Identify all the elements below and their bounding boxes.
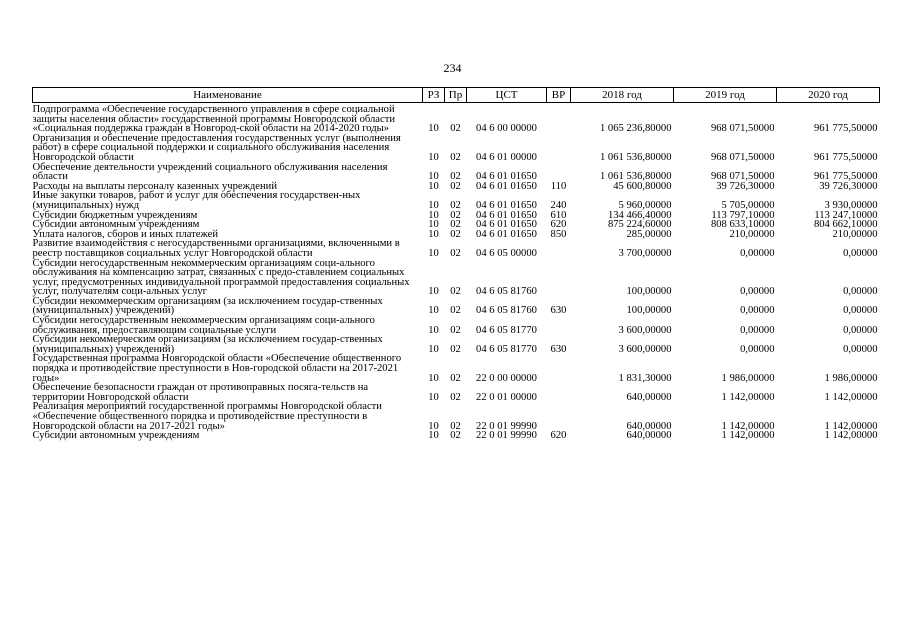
cell-pr: 02 [450, 151, 461, 163]
cell-vr [547, 402, 571, 431]
cell-2020: 0,00000 [843, 286, 878, 298]
cell-cst: 04 6 01 01650 [476, 228, 537, 240]
cell-pr: 02 [450, 199, 461, 211]
cell-2018: 640,00000 [626, 391, 672, 403]
cell-2018: 3 600,00000 [618, 343, 672, 355]
cell-2020: 39 726,30000 [819, 180, 878, 192]
cell-rz: 10 [428, 391, 439, 403]
cell-rz: 10 [428, 305, 439, 317]
cell-name: Обеспечение безопасности граждан от противоправных посяга-тельств на территории Новгородской области [32, 382, 369, 403]
cell-vr [547, 103, 571, 134]
cell-name: Субсидии негосударственным некоммерческим организациям соци-ального обслуживания на компенсацию затрат, связанных с предо-ставлением социальных услуг, предусмотренных индивидуальной программой предоставления социальных услуг, получателям соци-альных услуг [32, 257, 410, 298]
cell-rz: 10 [428, 286, 439, 298]
header-row [33, 88, 880, 103]
cell-2019: 210,00000 [729, 228, 775, 240]
cell-2019: 0,00000 [740, 247, 775, 259]
cell-2019: 0,00000 [740, 286, 775, 298]
cell-name: Развитие взаимодействия с негосударственными организациями, включенными в реестр поставщиков социальных услуг Новгородской области [32, 238, 400, 259]
cell-2018: 1 065 236,80000 [599, 123, 672, 135]
table-row [33, 239, 880, 258]
cell-2020: 961 775,50000 [813, 151, 878, 163]
cell-vr: 610 [550, 209, 567, 221]
cell-2020: 1 986,00000 [824, 372, 878, 384]
table-row [33, 163, 880, 182]
cell-pr: 02 [450, 171, 461, 183]
cell-2019: 808 633,10000 [710, 219, 775, 231]
cell-rz: 10 [428, 123, 439, 135]
table-row [33, 316, 880, 335]
cell-cst: 04 6 00 00000 [476, 123, 537, 135]
cell-name: Субсидии автономным учреждениям [32, 430, 200, 442]
cell-2020: 1 142,00000 [824, 391, 878, 403]
cell-vr: 110 [550, 180, 567, 192]
cell-rz: 10 [428, 219, 439, 231]
cell-cst: 04 6 05 81760 [476, 286, 537, 298]
cell-2020: 210,00000 [832, 228, 878, 240]
cell-rz: 10 [428, 343, 439, 355]
header-rz: РЗ [423, 88, 445, 103]
cell-name: Иные закупки товаров, работ и услуг для обеспечения государствен-ных (муниципальных) нужд [32, 190, 361, 211]
cell-2019: 1 142,00000 [721, 391, 775, 403]
cell-2019: 113 797,10000 [711, 209, 775, 221]
cell-2019: 0,00000 [740, 305, 775, 317]
table-row [33, 431, 880, 441]
header-2019: 2019 год [674, 88, 777, 103]
cell-2018: 100,00000 [626, 286, 672, 298]
cell-2018: 5 960,00000 [618, 199, 672, 211]
table-row [33, 402, 880, 431]
cell-2018: 134 466,40000 [607, 209, 672, 221]
cell-2019: 1 142,00000 [721, 420, 775, 432]
cell-cst: 04 6 01 01650 [476, 199, 537, 211]
cell-vr: 630 [550, 343, 567, 355]
cell-2020: 804 662,10000 [813, 219, 878, 231]
cell-name: Субсидии бюджетным учреждениям [32, 209, 198, 221]
cell-2019: 1 142,00000 [721, 430, 775, 442]
cell-rz: 10 [428, 324, 439, 336]
cell-vr [547, 354, 571, 383]
cell-pr: 02 [450, 305, 461, 317]
table-row [33, 335, 880, 354]
cell-name: Подпрограмма «Обеспечение государственного управления в сфере социальной защиты населения области» государственной программы Новгородской области «Социальная поддержка граждан в Новгород-ской области на 2014-2020 годы» [32, 104, 395, 135]
cell-2018: 640,00000 [626, 430, 672, 442]
cell-name: Организация и обеспечение предоставления государственных услуг (выполнения работ) в сфере социальной поддержки и социального обслуживания населения Новгородской области [32, 132, 401, 163]
cell-2020: 0,00000 [843, 343, 878, 355]
cell-cst: 04 6 01 01650 [476, 180, 537, 192]
cell-rz: 10 [428, 180, 439, 192]
table-row [33, 191, 880, 210]
cell-2019: 0,00000 [740, 324, 775, 336]
cell-2019: 968 071,50000 [710, 123, 775, 135]
cell-rz: 10 [428, 247, 439, 259]
cell-pr: 02 [450, 123, 461, 135]
table-row [33, 297, 880, 316]
cell-pr: 02 [450, 324, 461, 336]
cell-vr [547, 259, 571, 297]
cell-cst: 04 6 05 81770 [476, 324, 537, 336]
cell-vr: 240 [550, 199, 567, 211]
cell-pr: 02 [450, 286, 461, 298]
cell-2019: 0,00000 [740, 343, 775, 355]
cell-pr: 02 [450, 209, 461, 221]
cell-2018: 1 061 536,80000 [599, 171, 672, 183]
cell-name: Обеспечение деятельности учреждений социального обслуживания населения области [32, 161, 388, 183]
cell-rz: 10 [428, 151, 439, 163]
cell-2020: 961 775,50000 [813, 171, 878, 183]
header-vr: ВР [547, 88, 571, 103]
cell-name: Государственная программа Новгородской области «Обеспечение общественного порядка и противодействие преступности в Нов-городской области на 2017-2021 годы» [32, 353, 402, 384]
table-row [33, 354, 880, 383]
cell-cst: 04 6 05 00000 [476, 247, 537, 259]
cell-2020: 1 142,00000 [824, 430, 878, 442]
cell-2018: 875 224,60000 [607, 219, 672, 231]
cell-cst: 04 6 01 00000 [476, 151, 537, 163]
cell-pr: 02 [450, 247, 461, 259]
cell-pr: 02 [450, 372, 461, 384]
cell-vr [547, 383, 571, 402]
header-pr: Пр [445, 88, 467, 103]
cell-2019: 5 705,00000 [721, 199, 775, 211]
cell-2019: 1 986,00000 [721, 372, 775, 384]
cell-pr: 02 [450, 420, 461, 432]
cell-2020: 0,00000 [843, 247, 878, 259]
cell-2018: 3 700,00000 [618, 247, 672, 259]
cell-vr: 850 [550, 228, 567, 240]
cell-2018: 100,00000 [626, 305, 672, 317]
cell-rz: 10 [428, 430, 439, 442]
cell-2020: 961 775,50000 [813, 123, 878, 135]
cell-rz: 10 [428, 228, 439, 240]
cell-2020: 3 930,00000 [824, 199, 878, 211]
cell-name: Субсидии негосударственным некоммерческим организациям соци-ального обслуживания, предоставляющим социальные услуги [32, 315, 375, 336]
cell-vr: 630 [550, 305, 567, 317]
cell-pr: 02 [450, 430, 461, 442]
cell-vr: 620 [550, 219, 567, 231]
cell-cst: 04 6 01 01650 [476, 209, 537, 221]
cell-2020: 0,00000 [843, 305, 878, 317]
cell-rz: 10 [428, 209, 439, 221]
table-row [33, 259, 880, 297]
cell-name: Субсидии некоммерческим организациям (за исключением государ-ственных (муниципальных) учреждений) [32, 334, 383, 355]
cell-2018: 1 061 536,80000 [599, 151, 672, 163]
cell-name: Реализация мероприятий государственной программы Новгородской области «Обеспечение общественного порядка и противодействие преступности в Новгородской области на 2017-2021 годы» [32, 401, 382, 432]
cell-2020: 0,00000 [843, 324, 878, 336]
cell-cst: 04 6 01 01650 [476, 171, 537, 183]
cell-cst: 04 6 01 01650 [476, 219, 537, 231]
cell-pr: 02 [450, 219, 461, 231]
cell-2018: 3 600,00000 [618, 324, 672, 336]
cell-2018: 640,00000 [626, 420, 672, 432]
cell-rz: 10 [428, 372, 439, 384]
cell-name: Субсидии автономным учреждениям [32, 219, 200, 231]
cell-2018: 45 600,80000 [613, 180, 672, 192]
table-row [33, 383, 880, 402]
cell-cst: 22 0 01 00000 [476, 391, 537, 403]
header-name: Наименование [33, 88, 423, 103]
cell-vr [547, 239, 571, 258]
cell-cst: 04 6 05 81760 [476, 305, 537, 317]
table-row [33, 103, 880, 134]
cell-rz: 10 [428, 420, 439, 432]
header-cst: ЦСТ [467, 88, 547, 103]
header-2020: 2020 год [777, 88, 880, 103]
cell-rz: 10 [428, 171, 439, 183]
cell-pr: 02 [450, 391, 461, 403]
cell-2020: 113 247,10000 [814, 209, 878, 221]
budget-table [32, 87, 880, 441]
cell-cst: 22 0 00 00000 [476, 372, 537, 384]
cell-pr: 02 [450, 228, 461, 240]
cell-cst: 22 0 01 99990 [476, 420, 537, 432]
cell-vr [547, 134, 571, 163]
cell-2019: 968 071,50000 [710, 151, 775, 163]
header-2018: 2018 год [571, 88, 674, 103]
cell-2018: 285,00000 [626, 228, 672, 240]
cell-vr: 620 [550, 430, 567, 442]
cell-name: Субсидии некоммерческим организациям (за исключением государ-ственных (муниципальных) учреждений) [32, 295, 383, 317]
cell-name: Уплата налогов, сборов и иных платежей [32, 228, 219, 240]
table-row [33, 134, 880, 163]
cell-cst: 04 6 05 81770 [476, 343, 537, 355]
cell-2019: 968 071,50000 [710, 171, 775, 183]
cell-2018: 1 831,30000 [618, 372, 672, 384]
cell-pr: 02 [450, 180, 461, 192]
cell-cst: 22 0 01 99990 [476, 430, 537, 442]
cell-pr: 02 [450, 343, 461, 355]
cell-vr [547, 163, 571, 182]
cell-rz: 10 [428, 199, 439, 211]
cell-vr [547, 316, 571, 335]
cell-2020: 1 142,00000 [824, 420, 878, 432]
page-number: 234 [443, 61, 462, 75]
cell-2019: 39 726,30000 [716, 180, 775, 192]
cell-name: Расходы на выплаты персоналу казенных учреждений [32, 180, 277, 192]
